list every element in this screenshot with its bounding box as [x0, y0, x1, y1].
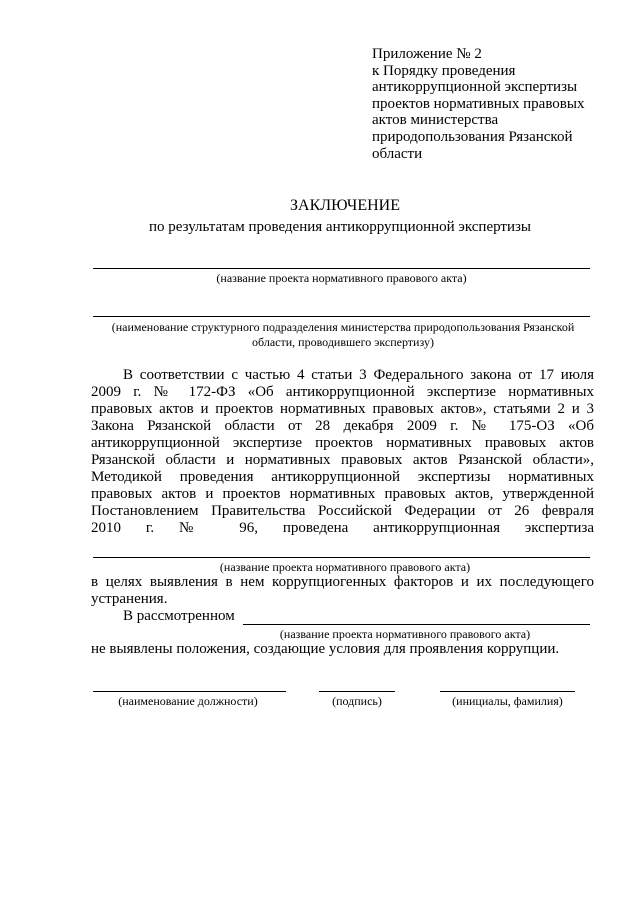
paragraph-line: антикоррупционной экспертизе проектов нормативных правовых актов — [91, 435, 594, 451]
considered-label: В рассмотренном — [123, 608, 235, 624]
project-name-blank-line — [93, 268, 590, 269]
main-paragraph — [91, 367, 594, 537]
paragraph-line: правовых актов и проектов нормативных правовых актов, утвержденной — [91, 486, 594, 502]
position-blank-line — [93, 691, 286, 692]
conclusion-text: не выявлены положения, создающие условия для проявления коррупции. — [91, 641, 560, 657]
department-blank-line — [93, 316, 590, 317]
paragraph-line: Закона Рязанской области от 28 декабря 2009 г. № 175-ОЗ «Об — [91, 418, 594, 434]
paragraph-line: правовых актов и проектов нормативных правовых актов», статьями 2 и 3 — [91, 401, 594, 417]
paragraph-line: Рязанской области и нормативных правовых актов Рязанской области», — [91, 452, 594, 468]
project-name-blank-line — [243, 624, 590, 625]
purpose-line: в целях выявления в нем коррупциогенных факторов и их последующего — [91, 574, 594, 590]
appendix-line: проектов нормативных правовых — [372, 95, 585, 112]
appendix-line: Приложение № 2 — [372, 46, 482, 62]
signature-caption: (подпись) — [332, 694, 382, 708]
paragraph-line: 2009 г. № 172-ФЗ «Об антикоррупционной экспертизе нормативных — [91, 384, 594, 400]
department-caption-line1: (наименование структурного подразделения министерства природопользования Рязанской — [111, 320, 575, 334]
paragraph-line: Постановлением Правительства Российской Федерации от 26 февраля — [91, 503, 594, 519]
document-subtitle: по результатам проведения антикоррупционной экспертизы — [148, 219, 532, 235]
appendix-line: антикоррупционной экспертизы — [372, 79, 578, 96]
appendix-line: области — [372, 145, 423, 162]
paragraph-line: Методикой проведения антикоррупционной экспертизы нормативных — [91, 469, 594, 485]
project-name-caption: (название проекта нормативного правового акта) — [279, 627, 531, 641]
purpose-paragraph — [91, 574, 594, 608]
project-name-blank-line — [93, 557, 590, 558]
document-title: ЗАКЛЮЧЕНИЕ — [290, 197, 400, 214]
position-caption: (наименование должности) — [118, 694, 258, 708]
initials-caption: (инициалы, фамилия) — [452, 694, 563, 708]
paragraph-line: В соответствии с частью 4 статьи 3 Федерального закона от 17 июля — [123, 367, 594, 383]
appendix-line: актов министерства — [372, 112, 499, 129]
purpose-line: устранения. — [91, 591, 168, 607]
paragraph-line: 2010 г. № 96, проведена антикоррупционная экспертиза — [91, 520, 594, 536]
appendix-block — [372, 46, 622, 162]
department-caption-line2: области, проводившего экспертизу) — [252, 335, 434, 349]
signature-blank-line — [319, 691, 395, 692]
appendix-line: к Порядку проведения — [372, 62, 516, 79]
project-name-caption: (название проекта нормативного правового акта) — [216, 271, 467, 285]
project-name-caption: (название проекта нормативного правового акта) — [219, 560, 471, 574]
initials-blank-line — [440, 691, 575, 692]
appendix-line: природопользования Рязанской — [372, 128, 573, 145]
